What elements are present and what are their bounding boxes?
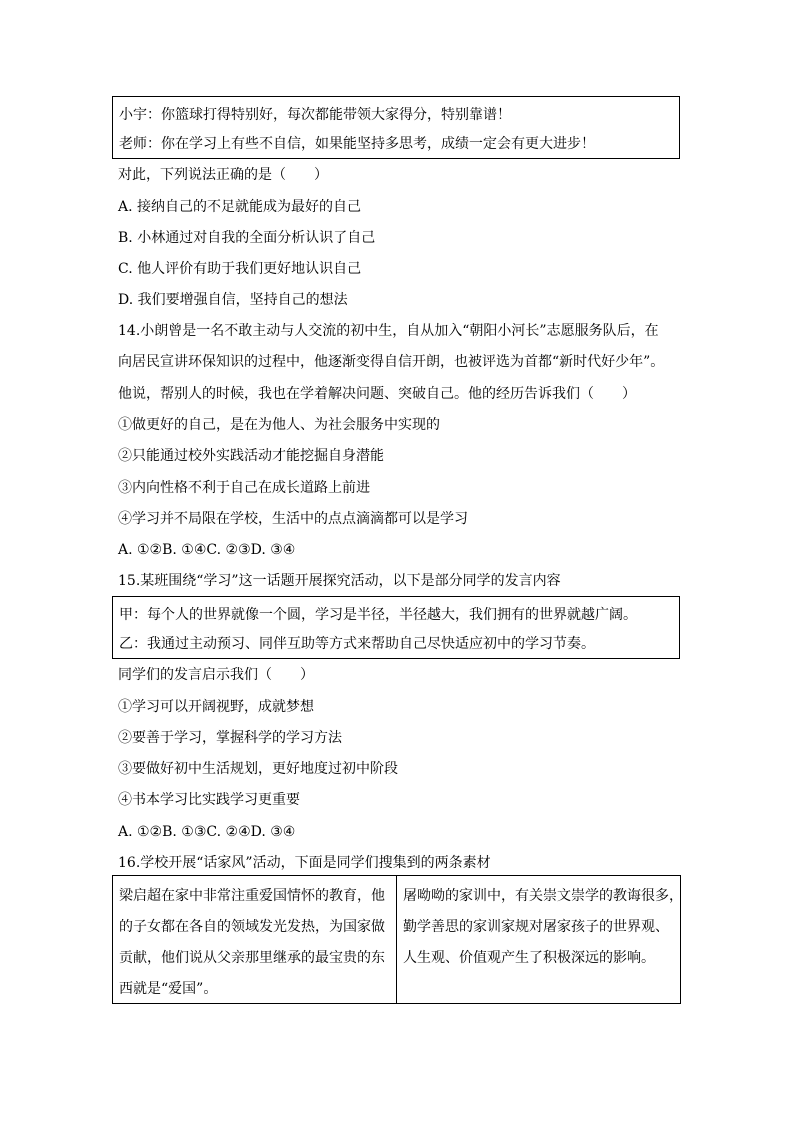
q15-statement-1: ①学习可以开阔视野，成就梦想 xyxy=(118,699,314,715)
q13-stem: 对此，下列说法正确的是（ ） xyxy=(118,167,328,183)
q15-question: 同学们的发言启示我们（ ） xyxy=(118,667,314,683)
q14-statement-1: ①做更好的自己，是在为他人、为社会服务中实现的 xyxy=(118,417,440,433)
q16-material-tu-youyou xyxy=(397,876,683,1003)
q14-statement-2: ②只能通过校外实践活动才能挖掘自身潜能 xyxy=(118,448,384,464)
q16-right-line-2: 勤学善思的家训家规对屠家孩子的世界观、 xyxy=(403,919,669,935)
q16-left-line-3: 贡献，他们说从父亲那里继承的最宝贵的东 xyxy=(119,950,385,966)
q16-left-line-2: 的子女都在各自的领域发光发热，为国家做 xyxy=(119,919,385,935)
q15-statement-4: ④书本学习比实践学习更重要 xyxy=(118,792,300,808)
q16-stem: 16.学校开展“话家风”活动，下面是同学们搜集到的两条素材 xyxy=(118,855,491,871)
q16-material-liang-qichao xyxy=(113,876,397,1003)
dialogue-line-xiaoyu: 小宇：你篮球打得特别好，每次都能带领大家得分，特别靠谱！ xyxy=(119,107,511,123)
q14-statement-4: ④学习并不局限在学校，生活中的点点滴滴都可以是学习 xyxy=(118,511,468,527)
q16-left-line-4: 西就是“爱国”。 xyxy=(119,981,218,997)
q13-option-b: B. 小林通过对自我的全面分析认识了自己 xyxy=(118,230,376,246)
dialogue-line-teacher: 老师：你在学习上有些不自信，如果能坚持多思考，成绩一定会有更大进步！ xyxy=(119,136,595,152)
q16-right-line-1: 屠呦呦的家训中，有关崇文崇学的教诲很多， xyxy=(403,888,683,904)
q16-right-line-3: 人生观、价值观产生了积极深远的影响。 xyxy=(403,950,655,966)
q13-option-c: C. 他人评价有助于我们更好地认识自己 xyxy=(118,261,362,277)
q15-answer-options: A. ①②B. ①③C. ②④D. ③④ xyxy=(118,824,296,840)
q15-stem: 15.某班围绕“学习”这一话题开展探究活动，以下是部分同学的发言内容 xyxy=(118,573,561,589)
q15-speech-box xyxy=(112,596,680,659)
q15-statement-3: ③要做好初中生活规划，更好地度过初中阶段 xyxy=(118,761,398,777)
q13-option-d: D. 我们要增强自信，坚持自己的想法 xyxy=(118,292,348,308)
q15-speech-jia: 甲：每个人的世界就像一个圆，学习是半径，半径越大，我们拥有的世界就越广阔。 xyxy=(119,607,637,623)
q16-left-line-1: 梁启超在家中非常注重爱国情怀的教育，他 xyxy=(119,888,385,904)
q14-stem-line-2: 向居民宣讲环保知识的过程中，他逐渐变得自信开朗，也被评选为首都“新时代好少年”。 xyxy=(118,354,665,370)
q15-speech-yi: 乙：我通过主动预习、同伴互助等方式来帮助自己尽快适应初中的学习节奏。 xyxy=(119,636,595,652)
q14-statement-3: ③内向性格不利于自己在成长道路上前进 xyxy=(118,480,370,496)
dialogue-box xyxy=(112,96,680,159)
q14-stem-line-3: 他说，帮别人的时候，我也在学着解决问题、突破自己。他的经历告诉我们（ ） xyxy=(118,386,636,402)
q13-option-a: A. 接纳自己的不足就能成为最好的自己 xyxy=(118,199,362,215)
q14-answer-options: A. ①②B. ①④C. ②③D. ③④ xyxy=(118,542,296,558)
q14-stem-line-1: 14.小朗曾是一名不敢主动与人交流的初中生，自从加入“朝阳小河长”志愿服务队后，在 xyxy=(118,323,659,339)
q15-statement-2: ②要善于学习，掌握科学的学习方法 xyxy=(118,730,342,746)
q16-material-table xyxy=(112,875,681,1004)
